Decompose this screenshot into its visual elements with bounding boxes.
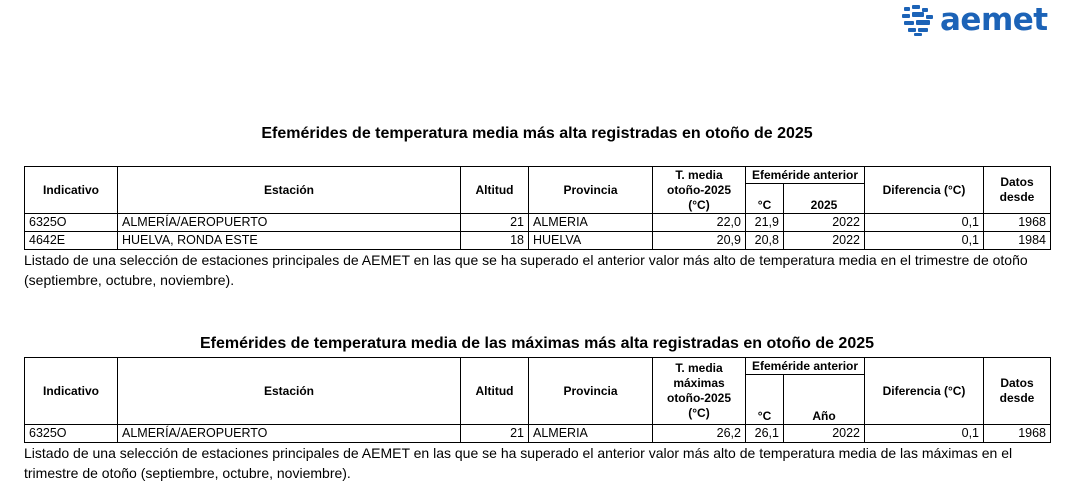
cell-altitud: 21 [461,214,529,232]
cell-provincia: ALMERIA [529,214,653,232]
cell-altitud: 18 [461,232,529,250]
header-efemeride-year: 2025 [784,184,865,214]
header-estacion: Estación [118,358,461,425]
cell-tmedia: 20,9 [653,232,746,250]
header-tmedia: T. media máximas otoño-2025 (°C) [653,358,746,425]
cell-indicativo: 6325O [25,425,118,443]
header-diferencia: Diferencia (°C) [865,358,984,425]
cell-efem-c: 26,1 [746,425,784,443]
aemet-emblem-icon [900,3,938,37]
header-altitud: Altitud [461,167,529,214]
header-efemeride: Efeméride anterior [746,167,865,184]
table1 [24,166,1051,250]
table2 [24,357,1051,443]
cell-provincia: HUELVA [529,232,653,250]
header-indicativo: Indicativo [25,167,118,214]
table-row [25,214,1051,232]
cell-efem-anio: 2022 [784,425,865,443]
table1-note: Listado de una selección de estaciones principales de AEMET en las que se ha superado el anterior valor más alto de temperatura media en el trimestre de otoño (septiembre, octubre, noviembre). [24,252,1028,288]
cell-estacion: HUELVA, RONDA ESTE [118,232,461,250]
cell-efem-anio: 2022 [784,214,865,232]
cell-efem-c: 20,8 [746,232,784,250]
header-efemeride-anio: Año [784,375,865,425]
brand-name: aemet [940,1,1048,38]
cell-estacion: ALMERÍA/AEROPUERTO [118,425,461,443]
header-provincia: Provincia [529,358,653,425]
cell-estacion: ALMERÍA/AEROPUERTO [118,214,461,232]
cell-tmedia: 26,2 [653,425,746,443]
cell-indicativo: 6325O [25,214,118,232]
cell-efem-c: 21,9 [746,214,784,232]
table1-title: Efemérides de temperatura media más alta registradas en otoño de 2025 [261,125,813,142]
header-efemeride-c: °C [746,184,784,214]
header-datos-desde: Datos desde [984,167,1051,214]
cell-diferencia: 0,1 [865,214,984,232]
table2-title: Efemérides de temperatura media de las máximas más alta registradas en otoño de 2025 [199,335,875,352]
header-tmedia: T. media otoño-2025 (°C) [653,167,746,214]
header-indicativo: Indicativo [25,358,118,425]
cell-provincia: ALMERIA [529,425,653,443]
header-estacion: Estación [118,167,461,214]
header-altitud: Altitud [461,358,529,425]
header-datos-desde: Datos desde [984,358,1051,425]
table2-note: Listado de una selección de estaciones principales de AEMET en las que se ha superado el anterior valor más alto de temperatura media de las máximas en el trimestre de otoño (septiembre, octubre, noviembre). [24,445,1013,481]
header-diferencia: Diferencia (°C) [865,167,984,214]
cell-diferencia: 0,1 [865,232,984,250]
table2-section [24,334,1050,483]
cell-tmedia: 22,0 [653,214,746,232]
cell-desde: 1984 [984,232,1051,250]
header-efemeride-c: °C [746,375,784,425]
cell-altitud: 21 [461,425,529,443]
cell-efem-anio: 2022 [784,232,865,250]
cell-indicativo: 4642E [25,232,118,250]
table-row [25,425,1051,443]
cell-desde: 1968 [984,425,1051,443]
aemet-logo [900,0,1060,40]
table-row [25,232,1051,250]
header-provincia: Provincia [529,167,653,214]
header-efemeride: Efeméride anterior [746,358,865,375]
cell-desde: 1968 [984,214,1051,232]
table1-section [24,124,1050,290]
cell-diferencia: 0,1 [865,425,984,443]
